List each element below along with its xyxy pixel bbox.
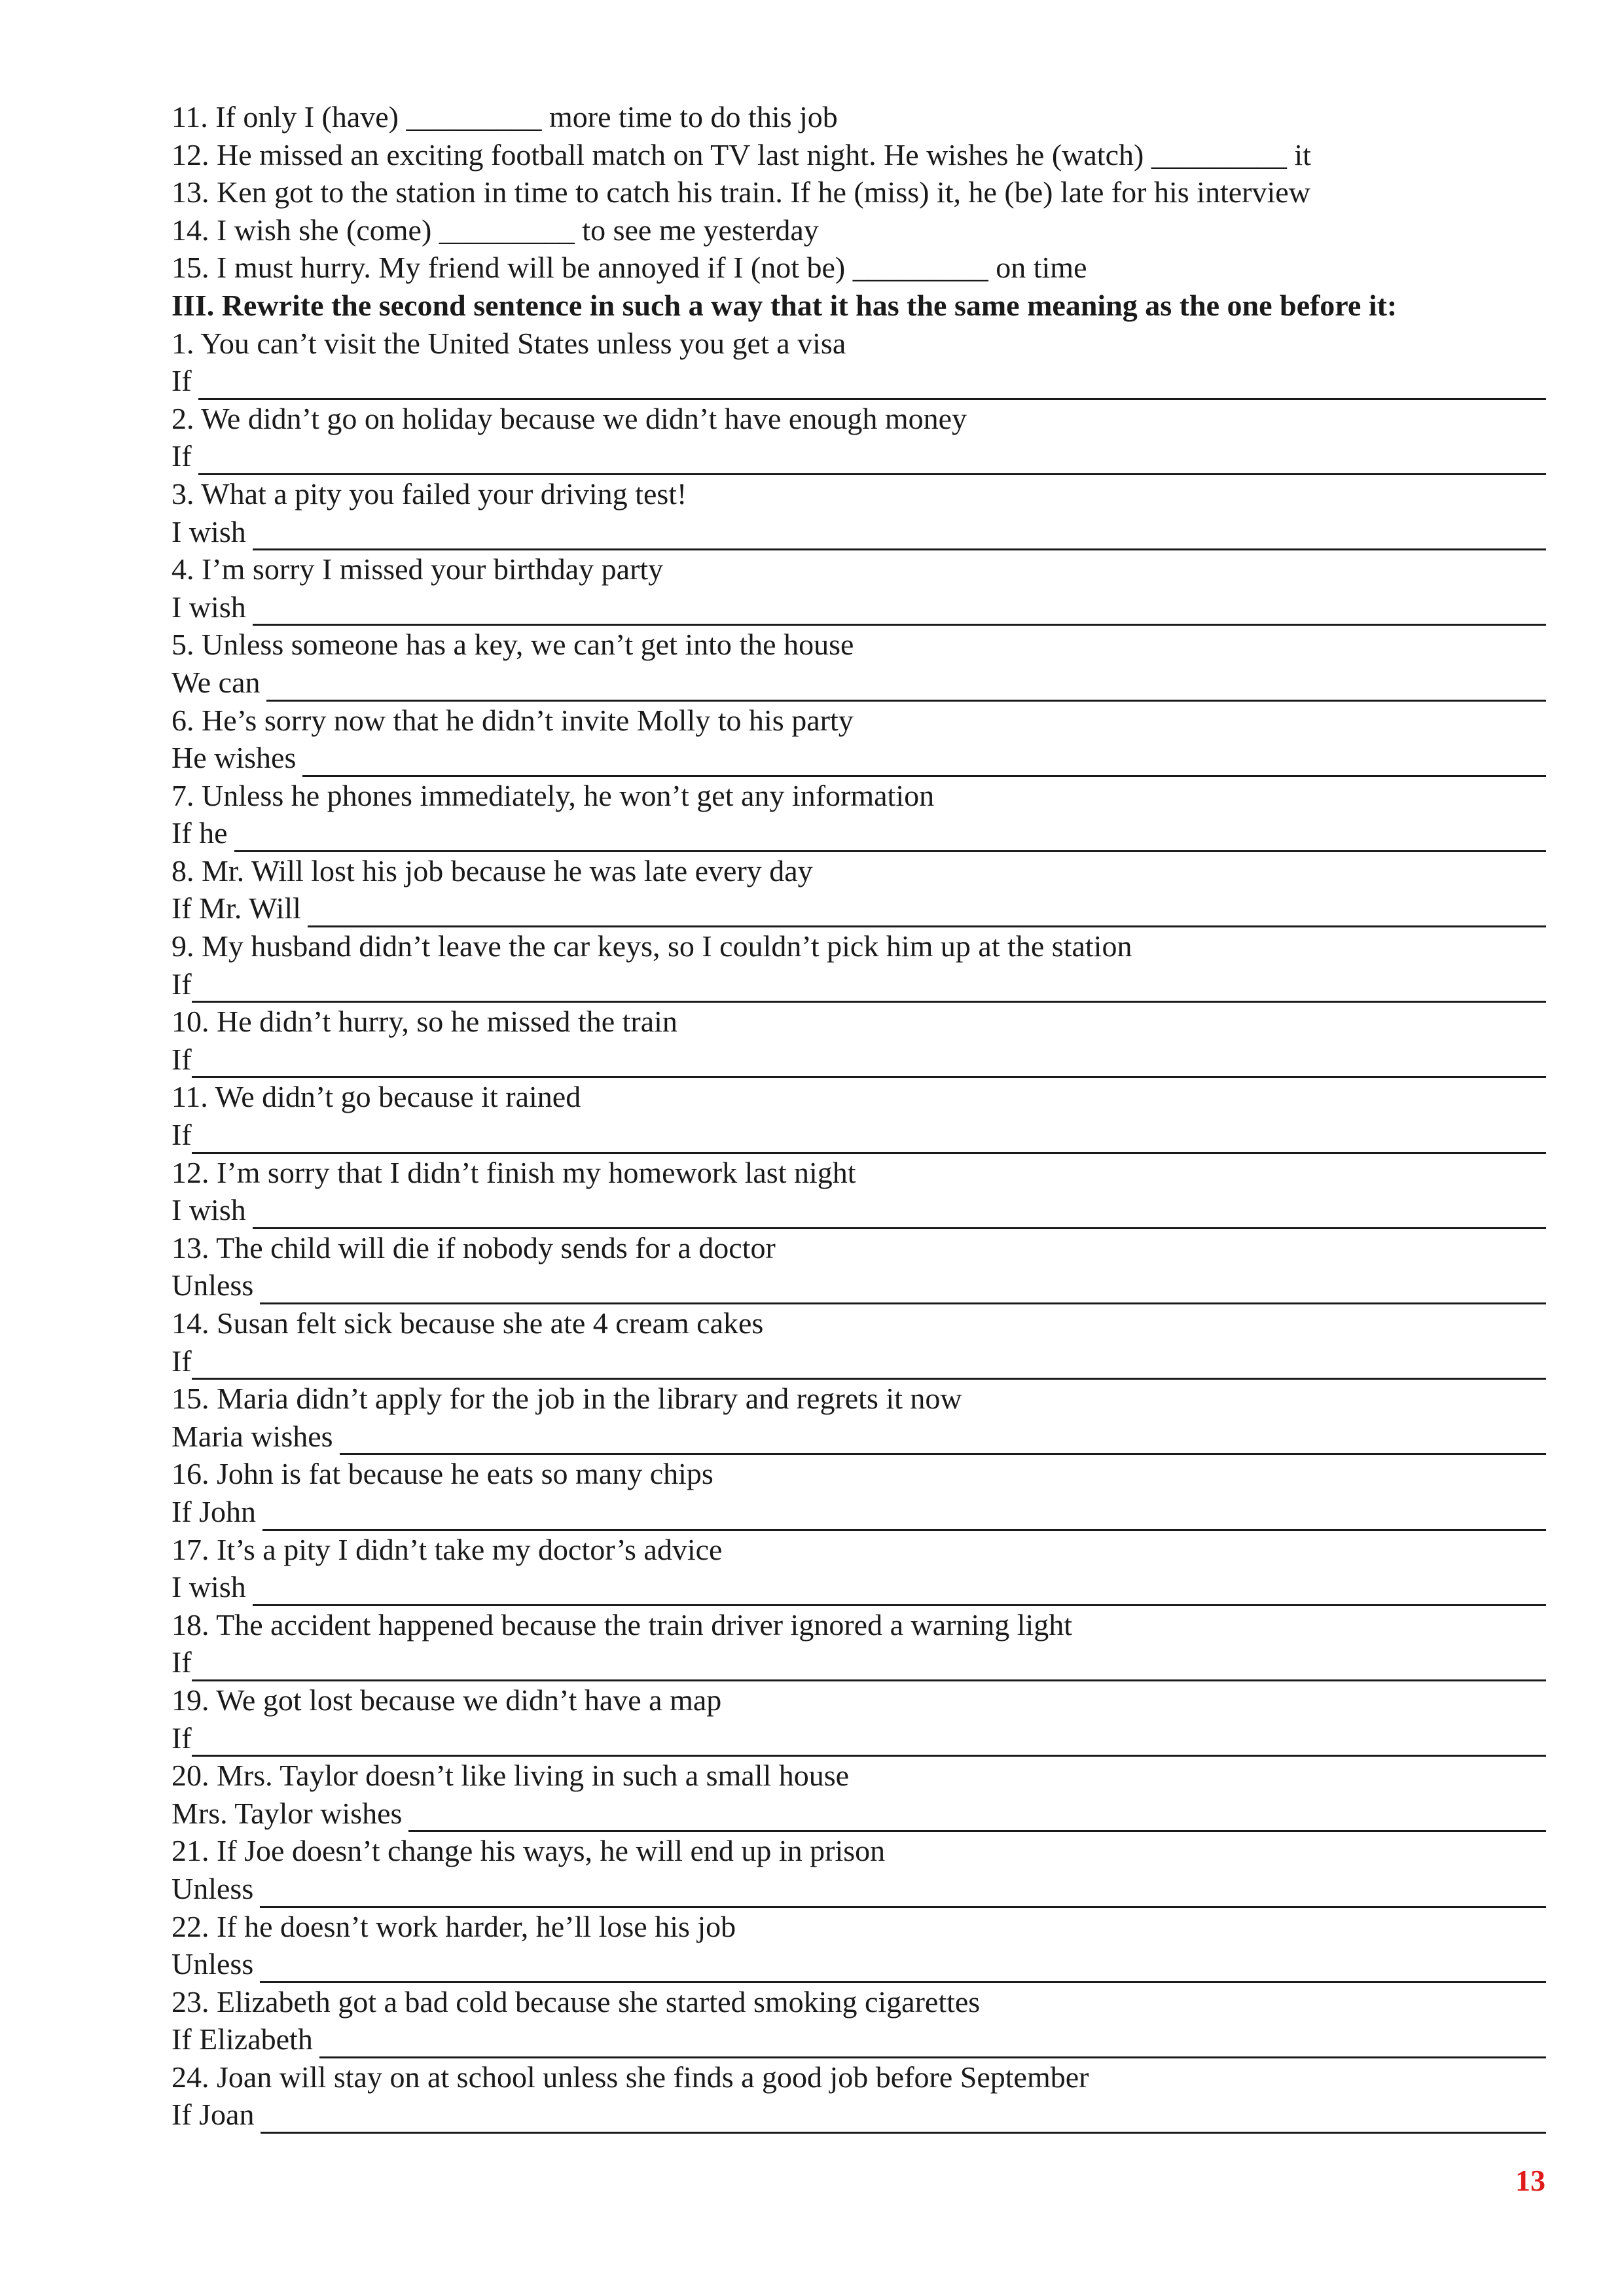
rewrite-answer-row-10 [171, 1041, 1546, 1079]
worksheet-page [171, 98, 1546, 2134]
answer-starter: He wishes [171, 741, 297, 775]
answer-blank-line[interactable] [192, 1726, 1546, 1757]
rewrite-answer-row-17 [171, 1568, 1546, 1606]
answer-blank-line[interactable] [234, 821, 1546, 852]
rewrite-question-8: 8. Mr. Will lost his job because he was late every day [171, 853, 813, 888]
rewrite-question-16: 16. John is fat because he eats so many chips [171, 1457, 713, 1491]
rewrite-answer-row-11 [171, 1116, 1546, 1154]
answer-blank-line[interactable] [253, 595, 1546, 626]
rewrite-answer-row-22 [171, 1945, 1546, 1983]
answer-starter: Mrs. Taylor wishes [171, 1796, 403, 1830]
answer-starter: If [171, 1721, 192, 1755]
rewrite-question-1: 1. You can’t visit the United States unless you get a visa [171, 326, 846, 360]
answer-blank-line[interactable] [253, 520, 1546, 550]
rewrite-question-24: 24. Joan will stay on at school unless she finds a good job before September [171, 2060, 1089, 2094]
rewrite-answer-row-6 [171, 739, 1546, 777]
answer-starter: Unless [171, 1268, 254, 1302]
answer-blank-line[interactable] [319, 2028, 1546, 2058]
answer-blank-line[interactable] [192, 1349, 1546, 1380]
gapfill-item-15: 15. I must hurry. My friend will be annoyed if I (not be) _________ on time [171, 251, 1087, 285]
rewrite-question-12: 12. I’m sorry that I didn’t finish my homework last night [171, 1155, 856, 1189]
answer-starter: If [171, 1118, 192, 1152]
answer-blank-line[interactable] [198, 369, 1546, 400]
answer-starter: Unless [171, 1947, 254, 1981]
rewrite-question-4: 4. I’m sorry I missed your birthday party [171, 552, 664, 586]
rewrite-answer-row-18 [171, 1643, 1546, 1681]
rewrite-answer-row-1 [171, 362, 1546, 400]
gapfill-item-12: 12. He missed an exciting football match on TV last night. He wishes he (watch) _________ it [171, 137, 1311, 171]
answer-blank-line[interactable] [260, 1877, 1546, 1908]
answer-blank-line[interactable] [408, 1801, 1546, 1832]
answer-starter: I wish [171, 1570, 246, 1604]
answer-starter: If [171, 364, 192, 398]
rewrite-answer-row-20 [171, 1795, 1546, 1833]
rewrite-question-23: 23. Elizabeth got a bad cold because she started smoking cigarettes [171, 1984, 981, 2018]
answer-blank-line[interactable] [261, 2103, 1546, 2134]
page-number: 13 [1515, 2164, 1545, 2197]
section-3-heading: III. Rewrite the second sentence in such a way that it has the same meaning as the one before it: [171, 288, 1398, 322]
answer-starter: If Joan [171, 2098, 255, 2132]
answer-blank-line[interactable] [262, 1500, 1546, 1531]
answer-blank-line[interactable] [198, 444, 1546, 475]
rewrite-question-10: 10. He didn’t hurry, so he missed the train [171, 1005, 677, 1039]
rewrite-answer-row-23 [171, 2020, 1546, 2058]
answer-blank-line[interactable] [253, 1575, 1546, 1606]
answer-blank-line[interactable] [192, 1651, 1546, 1681]
answer-blank-line[interactable] [192, 1123, 1546, 1154]
rewrite-answer-row-21 [171, 1870, 1546, 1908]
rewrite-question-18: 18. The accident happened because the train driver ignored a warning light [171, 1607, 1073, 1641]
answer-blank-line[interactable] [308, 897, 1546, 927]
answer-starter: I wish [171, 514, 246, 548]
rewrite-answer-row-8 [171, 889, 1546, 927]
answer-starter: I wish [171, 1193, 246, 1227]
rewrite-question-17: 17. It’s a pity I didn’t take my doctor’s advice [171, 1532, 723, 1566]
rewrite-answer-row-13 [171, 1266, 1546, 1304]
rewrite-question-2: 2. We didn’t go on holiday because we didn’t have enough money [171, 401, 967, 435]
answer-starter: If [171, 1042, 192, 1076]
rewrite-question-13: 13. The child will die if nobody sends for a doctor [171, 1230, 776, 1265]
answer-starter: Maria wishes [171, 1419, 333, 1453]
rewrite-answer-row-5 [171, 664, 1546, 702]
rewrite-answer-row-14 [171, 1342, 1546, 1380]
answer-blank-line[interactable] [253, 1198, 1546, 1229]
answer-starter: If John [171, 1494, 257, 1528]
rewrite-answer-row-24 [171, 2096, 1546, 2134]
gapfill-item-13: 13. Ken got to the station in time to catch his train. If he (miss) it, he (be) late for his interview [171, 175, 1310, 209]
answer-starter: If [171, 439, 192, 473]
rewrite-question-22: 22. If he doesn’t work harder, he’ll lose his job [171, 1909, 736, 1943]
answer-blank-line[interactable] [260, 1274, 1546, 1304]
rewrite-answer-row-4 [171, 588, 1546, 626]
answer-starter: If [171, 967, 192, 1001]
answer-starter: If he [171, 816, 228, 850]
answer-starter: If [171, 1344, 192, 1378]
answer-starter: If Mr. Will [171, 891, 301, 925]
answer-starter: If Elizabeth [171, 2022, 313, 2056]
rewrite-answer-row-19 [171, 1719, 1546, 1757]
rewrite-question-15: 15. Maria didn’t apply for the job in the library and regrets it now [171, 1382, 962, 1416]
rewrite-question-14: 14. Susan felt sick because she ate 4 cream cakes [171, 1306, 764, 1340]
gapfill-item-14: 14. I wish she (come) _________ to see me yesterday [171, 213, 819, 247]
rewrite-answer-row-7 [171, 814, 1546, 852]
answer-blank-line[interactable] [260, 1952, 1546, 1983]
answer-starter: We can [171, 665, 261, 699]
answer-starter: If [171, 1645, 192, 1679]
answer-blank-line[interactable] [302, 746, 1546, 777]
rewrite-question-21: 21. If Joe doesn’t change his ways, he will end up in prison [171, 1834, 886, 1868]
rewrite-answer-row-3 [171, 513, 1546, 551]
answer-blank-line[interactable] [340, 1424, 1546, 1455]
rewrite-question-7: 7. Unless he phones immediately, he won’t get any information [171, 778, 935, 812]
rewrite-answer-row-9 [171, 965, 1546, 1003]
answer-starter: Unless [171, 1871, 254, 1905]
rewrite-question-11: 11. We didn’t go because it rained [171, 1080, 581, 1114]
answer-starter: I wish [171, 590, 246, 624]
gapfill-tail [171, 98, 1546, 287]
gapfill-item-11: 11. If only I (have) _________ more time to do this job [171, 100, 838, 134]
answer-blank-line[interactable] [266, 671, 1546, 702]
rewrite-answer-row-15 [171, 1418, 1546, 1456]
rewrite-answer-row-2 [171, 437, 1546, 475]
rewrite-question-3: 3. What a pity you failed your driving test! [171, 476, 687, 511]
rewrite-answer-row-16 [171, 1493, 1546, 1531]
answer-blank-line[interactable] [192, 972, 1546, 1003]
rewrite-question-6: 6. He’s sorry now that he didn’t invite Molly to his party [171, 703, 854, 737]
rewrite-question-5: 5. Unless someone has a key, we can’t get into the house [171, 628, 854, 662]
rewrite-list [171, 325, 1546, 2134]
rewrite-question-20: 20. Mrs. Taylor doesn’t like living in such a small house [171, 1759, 850, 1793]
rewrite-question-19: 19. We got lost because we didn’t have a map [171, 1683, 722, 1717]
rewrite-question-9: 9. My husband didn’t leave the car keys, so I couldn’t pick him up at the station [171, 929, 1132, 963]
rewrite-answer-row-12 [171, 1191, 1546, 1229]
answer-blank-line[interactable] [192, 1047, 1546, 1078]
